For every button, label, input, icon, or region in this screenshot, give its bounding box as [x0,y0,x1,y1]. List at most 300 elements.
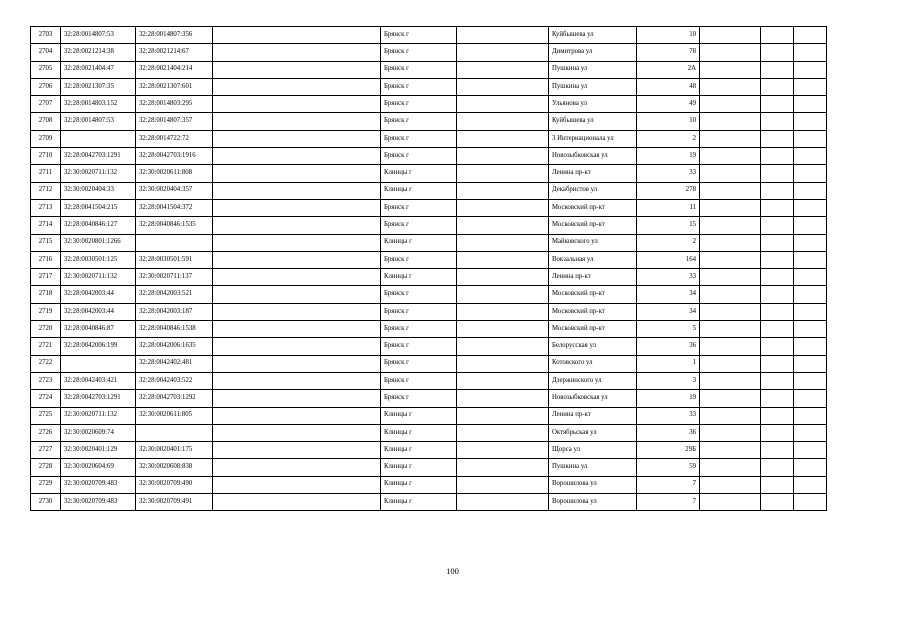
street-cell: Декабристов ул [549,182,637,199]
empty-cell [700,303,761,320]
empty-cell [761,407,794,424]
empty-cell [213,61,381,78]
house-number-cell: 2 [637,234,700,251]
city-cell: Клинцы г [381,459,457,476]
street-cell: Пушкина ул [549,61,637,78]
house-number-cell: 49 [637,96,700,113]
cadastral-number-cell: 32:30:0020609:74 [61,424,136,441]
object-cadastral-number-cell: 32:28:0021404:214 [136,61,213,78]
empty-cell [213,476,381,493]
empty-cell [700,78,761,95]
empty-cell [213,113,381,130]
empty-cell [794,199,827,216]
object-cadastral-number-cell: 32:28:0014803:295 [136,96,213,113]
empty-cell [457,390,549,407]
street-cell: Димитрова ул [549,44,637,61]
row-number-cell: 2717 [31,269,61,286]
cadastral-number-cell: 32:28:0014803:152 [61,96,136,113]
row-number-cell: 2727 [31,442,61,459]
row-number-cell: 2725 [31,407,61,424]
house-number-cell: 48 [637,78,700,95]
table-row [31,494,827,511]
empty-cell [213,303,381,320]
table-row [31,44,827,61]
house-number-cell: 11 [637,199,700,216]
cadastral-number-cell: 32:28:0042703:1291 [61,390,136,407]
empty-cell [794,338,827,355]
house-number-cell: 29Б [637,442,700,459]
object-cadastral-number-cell: 32:28:0042703:1916 [136,148,213,165]
empty-cell [761,199,794,216]
empty-cell [457,424,549,441]
street-cell: Ленина пр-кт [549,269,637,286]
empty-cell [457,355,549,372]
empty-cell [761,355,794,372]
city-cell: Клинцы г [381,165,457,182]
object-cadastral-number-cell: 32:30:0020611:808 [136,165,213,182]
object-cadastral-number-cell: 32:28:0042402:481 [136,355,213,372]
empty-cell [213,234,381,251]
cadastral-number-cell: 32:30:0020709:483 [61,494,136,511]
page-number: 100 [446,566,459,576]
empty-cell [761,286,794,303]
empty-cell [794,234,827,251]
street-cell: Ленина пр-кт [549,165,637,182]
empty-cell [700,44,761,61]
empty-cell [457,96,549,113]
empty-cell [794,355,827,372]
object-cadastral-number-cell: 32:28:0042403:522 [136,372,213,389]
object-cadastral-number-cell: 32:30:0020404:357 [136,182,213,199]
empty-cell [213,44,381,61]
street-cell: Ворошилова ул [549,476,637,493]
object-cadastral-number-cell [136,234,213,251]
empty-cell [700,96,761,113]
empty-cell [700,27,761,44]
street-cell: Московский пр-кт [549,217,637,234]
cadastral-number-cell: 32:30:0020711:132 [61,407,136,424]
city-cell: Брянск г [381,321,457,338]
object-cadastral-number-cell: 32:28:0014807:356 [136,27,213,44]
object-cadastral-number-cell: 32:28:0040846:1535 [136,217,213,234]
empty-cell [700,165,761,182]
empty-cell [700,130,761,147]
city-cell: Клинцы г [381,407,457,424]
table-row [31,199,827,216]
street-cell: Куйбышева ул [549,113,637,130]
empty-cell [761,27,794,44]
city-cell: Брянск г [381,78,457,95]
empty-cell [457,217,549,234]
empty-cell [794,130,827,147]
city-cell: Брянск г [381,148,457,165]
empty-cell [700,61,761,78]
empty-cell [700,199,761,216]
empty-cell [761,424,794,441]
empty-cell [213,182,381,199]
empty-cell [700,338,761,355]
street-cell: Московский пр-кт [549,286,637,303]
cadastral-number-cell: 32:28:0040846:127 [61,217,136,234]
empty-cell [794,113,827,130]
empty-cell [794,286,827,303]
house-number-cell: 2 [637,130,700,147]
house-number-cell: 33 [637,269,700,286]
table-row [31,459,827,476]
empty-cell [794,217,827,234]
cadastral-number-cell: 32:28:0021214:38 [61,44,136,61]
row-number-cell: 2707 [31,96,61,113]
empty-cell [794,251,827,268]
street-cell: Ворошилова ул [549,494,637,511]
street-cell: Вокзальная ул [549,251,637,268]
empty-cell [794,424,827,441]
empty-cell [457,372,549,389]
cadastral-number-cell [61,355,136,372]
empty-cell [213,442,381,459]
table-row [31,61,827,78]
empty-cell [700,476,761,493]
empty-cell [457,27,549,44]
city-cell: Брянск г [381,113,457,130]
city-cell: Клинцы г [381,424,457,441]
cadastral-number-cell: 32:30:0020401:129 [61,442,136,459]
empty-cell [794,182,827,199]
table-row [31,355,827,372]
empty-cell [213,459,381,476]
empty-cell [794,303,827,320]
house-number-cell: 1 [637,355,700,372]
cadastral-number-cell: 32:28:0030501:125 [61,251,136,268]
row-number-cell: 2720 [31,321,61,338]
house-number-cell: 34 [637,286,700,303]
object-cadastral-number-cell: 32:28:0021214:67 [136,44,213,61]
empty-cell [457,494,549,511]
row-number-cell: 2708 [31,113,61,130]
city-cell: Клинцы г [381,476,457,493]
empty-cell [213,355,381,372]
empty-cell [213,494,381,511]
street-cell: Московский пр-кт [549,321,637,338]
empty-cell [700,148,761,165]
house-number-cell: 10 [637,113,700,130]
empty-cell [794,372,827,389]
empty-cell [700,390,761,407]
table-row [31,442,827,459]
empty-cell [794,165,827,182]
table-row [31,390,827,407]
empty-cell [457,407,549,424]
empty-cell [700,269,761,286]
empty-cell [213,251,381,268]
cadastral-number-cell: 32:28:0040846:87 [61,321,136,338]
empty-cell [794,407,827,424]
empty-cell [761,130,794,147]
empty-cell [761,96,794,113]
object-cadastral-number-cell: 32:28:0042006:1635 [136,338,213,355]
empty-cell [761,165,794,182]
row-number-cell: 2704 [31,44,61,61]
street-cell: Дзержинского ул [549,372,637,389]
empty-cell [761,442,794,459]
empty-cell [761,459,794,476]
object-cadastral-number-cell: 32:30:0020711:137 [136,269,213,286]
table-row [31,234,827,251]
street-cell: Ульянова ул [549,96,637,113]
house-number-cell: 2А [637,61,700,78]
house-number-cell: 33 [637,407,700,424]
cadastral-number-cell: 32:28:0014807:53 [61,27,136,44]
empty-cell [457,321,549,338]
object-cadastral-number-cell: 32:30:0020401:175 [136,442,213,459]
empty-cell [761,338,794,355]
empty-cell [457,130,549,147]
empty-cell [794,459,827,476]
street-cell: Майковского ул [549,234,637,251]
house-number-cell: 278 [637,182,700,199]
row-number-cell: 2729 [31,476,61,493]
empty-cell [457,44,549,61]
empty-cell [457,338,549,355]
object-cadastral-number-cell: 32:28:0041504:372 [136,199,213,216]
house-number-cell: 164 [637,251,700,268]
empty-cell [213,78,381,95]
row-number-cell: 2712 [31,182,61,199]
house-number-cell: 10 [637,27,700,44]
empty-cell [700,442,761,459]
empty-cell [794,96,827,113]
object-cadastral-number-cell: 32:28:0021307:601 [136,78,213,95]
object-cadastral-number-cell [136,424,213,441]
empty-cell [457,269,549,286]
city-cell: Брянск г [381,96,457,113]
cadastral-number-cell: 32:28:0021404:47 [61,61,136,78]
empty-cell [213,130,381,147]
row-number-cell: 2709 [31,130,61,147]
empty-cell [761,234,794,251]
object-cadastral-number-cell: 32:28:0042003:187 [136,303,213,320]
street-cell: Котовского ул [549,355,637,372]
cadastral-number-cell: 32:28:0042703:1291 [61,148,136,165]
cadastral-number-cell: 32:30:0020801:1266 [61,234,136,251]
row-number-cell: 2728 [31,459,61,476]
empty-cell [700,407,761,424]
house-number-cell: 3 [637,372,700,389]
row-number-cell: 2710 [31,148,61,165]
empty-cell [213,96,381,113]
empty-cell [794,269,827,286]
empty-cell [700,286,761,303]
object-cadastral-number-cell: 32:28:0014722:72 [136,130,213,147]
empty-cell [761,372,794,389]
house-number-cell: 19 [637,390,700,407]
row-number-cell: 2706 [31,78,61,95]
empty-cell [457,113,549,130]
city-cell: Клинцы г [381,182,457,199]
object-cadastral-number-cell: 32:30:0020709:490 [136,476,213,493]
empty-cell [700,234,761,251]
empty-cell [457,476,549,493]
city-cell: Брянск г [381,217,457,234]
empty-cell [700,321,761,338]
empty-cell [213,321,381,338]
empty-cell [457,251,549,268]
empty-cell [457,234,549,251]
empty-cell [700,355,761,372]
city-cell: Брянск г [381,338,457,355]
city-cell: Клинцы г [381,234,457,251]
cadastral-number-cell: 32:28:0042403:421 [61,372,136,389]
table-row [31,424,827,441]
empty-cell [794,27,827,44]
empty-cell [761,61,794,78]
cadastral-number-cell: 32:28:0041504:215 [61,199,136,216]
empty-cell [761,148,794,165]
house-number-cell: 5 [637,321,700,338]
empty-cell [700,494,761,511]
street-cell: Пушкина ул [549,78,637,95]
empty-cell [794,476,827,493]
empty-cell [794,442,827,459]
house-number-cell: 34 [637,303,700,320]
empty-cell [761,494,794,511]
empty-cell [794,78,827,95]
row-number-cell: 2726 [31,424,61,441]
city-cell: Брянск г [381,199,457,216]
city-cell: Брянск г [381,27,457,44]
cadastral-number-cell: 32:28:0042006:199 [61,338,136,355]
object-cadastral-number-cell: 32:28:0042703:1292 [136,390,213,407]
table-row [31,251,827,268]
empty-cell [213,372,381,389]
empty-cell [213,148,381,165]
street-cell: Щорса ул [549,442,637,459]
row-number-cell: 2711 [31,165,61,182]
empty-cell [794,61,827,78]
street-cell: Октябрьская ул [549,424,637,441]
empty-cell [213,286,381,303]
row-number-cell: 2723 [31,372,61,389]
empty-cell [700,182,761,199]
empty-cell [213,338,381,355]
empty-cell [457,442,549,459]
empty-cell [457,303,549,320]
city-cell: Клинцы г [381,442,457,459]
empty-cell [700,372,761,389]
city-cell: Брянск г [381,355,457,372]
empty-cell [761,251,794,268]
house-number-cell: 7 [637,494,700,511]
street-cell: Новозыбковская ул [549,390,637,407]
cadastral-number-cell: 32:28:0042003:44 [61,303,136,320]
empty-cell [761,303,794,320]
empty-cell [700,251,761,268]
object-cadastral-number-cell: 32:30:0020611:805 [136,407,213,424]
city-cell: Брянск г [381,61,457,78]
empty-cell [761,321,794,338]
empty-cell [794,321,827,338]
table-row [31,78,827,95]
table-row [31,130,827,147]
table-row [31,113,827,130]
empty-cell [457,78,549,95]
street-cell: Новозыбковская ул [549,148,637,165]
registry-table [30,26,827,511]
street-cell: Куйбышева ул [549,27,637,44]
empty-cell [794,148,827,165]
house-number-cell: 78 [637,44,700,61]
street-cell: 3 Интернационала ул [549,130,637,147]
empty-cell [794,494,827,511]
city-cell: Брянск г [381,372,457,389]
city-cell: Брянск г [381,286,457,303]
empty-cell [457,165,549,182]
table-row [31,407,827,424]
street-cell: Московский пр-кт [549,199,637,216]
empty-cell [213,199,381,216]
cadastral-number-cell: 32:30:0020604:69 [61,459,136,476]
city-cell: Брянск г [381,44,457,61]
row-number-cell: 2721 [31,338,61,355]
house-number-cell: 36 [637,424,700,441]
house-number-cell: 7 [637,476,700,493]
empty-cell [213,407,381,424]
empty-cell [761,269,794,286]
table-row [31,476,827,493]
street-cell: Пушкина ул [549,459,637,476]
table-row [31,372,827,389]
cadastral-number-cell: 32:30:0020711:132 [61,165,136,182]
empty-cell [700,424,761,441]
house-number-cell: 33 [637,165,700,182]
row-number-cell: 2730 [31,494,61,511]
table-row [31,338,827,355]
object-cadastral-number-cell: 32:30:0020608:838 [136,459,213,476]
row-number-cell: 2716 [31,251,61,268]
cadastral-number-cell: 32:30:0020711:132 [61,269,136,286]
table-row [31,182,827,199]
house-number-cell: 19 [637,148,700,165]
table-row [31,96,827,113]
cadastral-number-cell: 32:30:0020404:33 [61,182,136,199]
row-number-cell: 2722 [31,355,61,372]
empty-cell [213,269,381,286]
house-number-cell: 59 [637,459,700,476]
row-number-cell: 2714 [31,217,61,234]
street-cell: Белорусская ул [549,338,637,355]
empty-cell [761,78,794,95]
empty-cell [761,217,794,234]
table-row [31,286,827,303]
table-body [31,27,827,511]
object-cadastral-number-cell: 32:28:0030501:591 [136,251,213,268]
empty-cell [213,165,381,182]
table-row [31,27,827,44]
cadastral-number-cell: 32:28:0014807:53 [61,113,136,130]
row-number-cell: 2713 [31,199,61,216]
object-cadastral-number-cell: 32:28:0042003:521 [136,286,213,303]
empty-cell [457,182,549,199]
table-row [31,303,827,320]
object-cadastral-number-cell: 32:28:0014807:357 [136,113,213,130]
house-number-cell: 36 [637,338,700,355]
table-row [31,321,827,338]
cadastral-number-cell: 32:28:0021307:35 [61,78,136,95]
empty-cell [761,476,794,493]
row-number-cell: 2703 [31,27,61,44]
empty-cell [761,113,794,130]
empty-cell [457,148,549,165]
